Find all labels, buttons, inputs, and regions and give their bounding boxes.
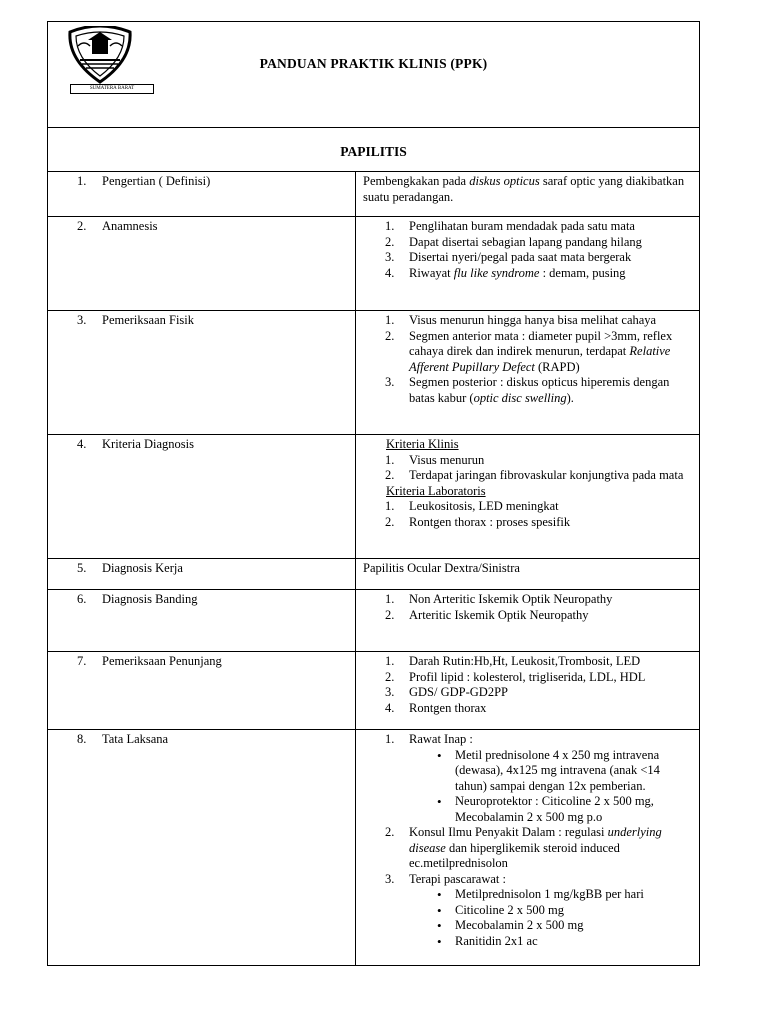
- bullet-item: • Ranitidin 2x1 ac: [437, 933, 538, 949]
- bullet-item: • Citicoline 2 x 500 mg: [437, 902, 565, 918]
- bullet-item: • Neuroprotektor : Citicoline 2 x 500 mg, Mecobalamin 2 x 500 mg p.o: [437, 794, 654, 824]
- list-item: 1. Rawat Inap :: [385, 732, 473, 746]
- list-item: 1. Penglihatan buram mendadak pada satu mata: [385, 219, 635, 233]
- row-pemeriksaan-penunjang: 7. Pemeriksaan Penunjang 1. Darah Rutin:Hb,Ht, Leukosit,Trombosit, LED 2. Profil lipid : kolesterol, trigliserida, LDL, HDL 3. GDS/ GDP-GD2PP 4. Rontgen thorax: [48, 652, 699, 730]
- kriteria-lab-heading: Kriteria Laboratoris: [386, 483, 486, 498]
- list-item: 2. Rontgen thorax : proses spesifik: [385, 514, 571, 529]
- list-item: 2. Profil lipid : kolesterol, trigliserida, LDL, HDL: [385, 669, 646, 684]
- bullet-item: • Metilprednisolon 1 mg/kgBB per hari: [437, 887, 644, 902]
- diagnosis-kerja-text: Papilitis Ocular Dextra/Sinistra: [363, 561, 520, 575]
- list-item: 1. Darah Rutin:Hb,Ht, Leukosit,Trombosit, LED: [385, 654, 641, 668]
- row-diagnosis-banding: 6. Diagnosis Banding 1. Non Arteritic Iskemik Optik Neuropathy 2. Arteritic Iskemik Optik Neuropathy: [48, 590, 699, 652]
- list-item: 2. Arteritic Iskemik Optik Neuropathy: [385, 607, 589, 622]
- list-item: 3. Segmen posterior : diskus opticus hiperemis dengan batas kabur (optic disc swelling).: [385, 375, 670, 405]
- bullet-item: • Metil prednisolone 4 x 250 mg intravena (dewasa), 4x125 mg intravena (anak <14 tahun) sampai dengan 12x pemberian.: [437, 747, 660, 793]
- list-item: 4. Riwayat flu like syndrome : demam, pusing: [385, 265, 626, 280]
- row-label: Pemeriksaan Penunjang: [102, 654, 222, 668]
- list-item: 2. Terdapat jaringan fibrovaskular konjungtiva pada mata: [385, 468, 684, 482]
- list-item: 3. Terapi pascarawat :: [385, 871, 506, 886]
- row-label: Anamnesis: [102, 219, 158, 233]
- row-pengertian: 1. Pengertian ( Definisi) Pembengkakan pada diskus opticus saraf optic yang diakibatkan suatu peradangan.: [48, 172, 699, 217]
- list-item: 2. Segmen anterior mata : diameter pupil >3mm, reflex cahaya direk dan indirek menurun, terdapat Relative Afferent Pupillary Defect (RAPD): [385, 328, 673, 374]
- list-item: 1. Non Arteritic Iskemik Optik Neuropathy: [385, 592, 613, 606]
- logo-banner: SUMATERA BARAT: [70, 84, 154, 94]
- row-label: Diagnosis Banding: [102, 592, 198, 606]
- kriteria-klinis-heading: Kriteria Klinis: [386, 437, 459, 451]
- ppk-table: [47, 21, 700, 966]
- row-kriteria-diagnosis: 4. Kriteria Diagnosis Kriteria Klinis 1. Visus menurun 2. Terdapat jaringan fibrovaskular konjungtiva pada mata Kriteria Laboratoris 1. Leukositosis, LED meningkat 2. Rontgen thorax : proses spesifik: [48, 435, 699, 559]
- subtitle-row: [48, 128, 699, 172]
- row-label: Tata Laksana: [102, 732, 169, 746]
- row-label: Pemeriksaan Fisik: [102, 313, 195, 327]
- list-item: 3. GDS/ GDP-GD2PP: [385, 685, 508, 699]
- definisi-text: Pembengkakan pada diskus opticus saraf optic yang diakibatkan suatu peradangan.: [363, 174, 685, 204]
- list-item: 4. Rontgen thorax: [385, 700, 487, 715]
- list-item: 2. Konsul Ilmu Penyakit Dalam : regulasi underlying disease dan hiperglikemik steroid induced ec.metilprednisolon: [385, 825, 662, 870]
- document-title: PANDUAN PRAKTIK KLINIS (PPK): [259, 56, 488, 71]
- list-item: 2. Dapat disertai sebagian lapang pandang hilang: [385, 234, 642, 249]
- row-tata-laksana: 8. Tata Laksana 1. Rawat Inap : • Metil prednisolone 4 x 250 mg intravena (dewasa), 4x125 mg intravena (anak <14 tahun) sampai dengan 12x pemberian. • Neuroprotektor : Citicoline 2 x 500 mg, Mecobalamin 2 x 500 mg p.o 2. Konsul Ilmu Penyakit Dalam : regulasi underlying disease dan hiperglikemik steroid induced ec.metilprednisolon 3. Terapi pascarawat : • Metilprednisolon 1 mg/kgBB per hari • Citicoline 2 x 500 mg • Mecobalamin 2 x 500 mg • Ranitidin 2x1 ac: [48, 730, 699, 966]
- list-item: 3. Disertai nyeri/pegal pada saat mata bergerak: [385, 250, 632, 264]
- bullet-item: • Mecobalamin 2 x 500 mg: [437, 918, 584, 933]
- row-diagnosis-kerja: 5. Diagnosis Kerja Papilitis Ocular Dextra/Sinistra: [48, 559, 699, 590]
- row-label: Diagnosis Kerja: [102, 561, 183, 575]
- list-item: 1. Visus menurun hingga hanya bisa melihat cahaya: [385, 313, 657, 327]
- disease-title: PAPILITIS: [340, 144, 407, 159]
- header-row: [48, 22, 699, 128]
- row-label: Pengertian ( Definisi): [102, 174, 211, 188]
- row-label: Kriteria Diagnosis: [102, 437, 194, 451]
- row-anamnesis: 2. Anamnesis 1. Penglihatan buram mendadak pada satu mata 2. Dapat disertai sebagian lapang pandang hilang 3. Disertai nyeri/pegal pada saat mata bergerak 4. Riwayat flu like syndrome : demam, pusing: [48, 217, 699, 311]
- row-pemeriksaan-fisik: 3. Pemeriksaan Fisik 1. Visus menurun hingga hanya bisa melihat cahaya 2. Segmen anterior mata : diameter pupil >3mm, reflex cahaya direk dan indirek menurun, terdapat Relative Afferent Pupillary Defect (RAPD) 3. Segmen posterior : diskus opticus hiperemis dengan batas kabur (optic disc swelling).: [48, 311, 699, 435]
- list-item: 1. Visus menurun: [385, 452, 485, 467]
- list-item: 1. Leukositosis, LED meningkat: [385, 499, 559, 513]
